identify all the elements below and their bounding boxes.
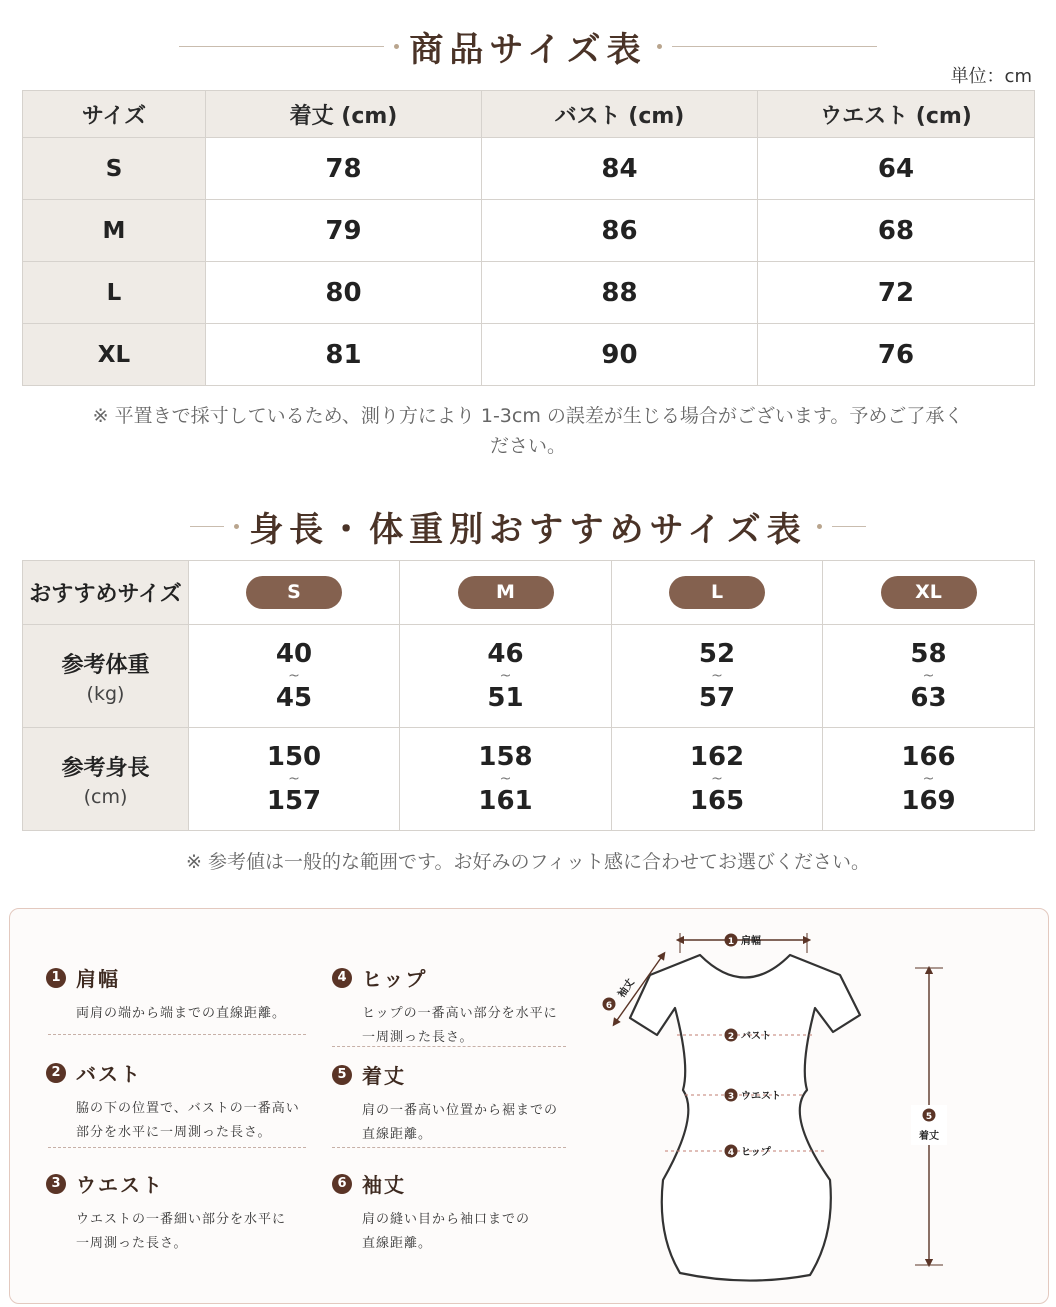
weight-min: 58 [910,639,947,669]
desc-line: 部分を水平に一周測った長さ。 [76,1125,272,1140]
cell-waist: 64 [758,138,1035,200]
length-label: 着丈 [919,1131,939,1142]
recommend-title-bar [0,503,1056,549]
range-tilde: ~ [288,771,300,787]
guide-item-shoulder [46,963,316,1026]
title-rule-right [672,46,877,47]
table-row [23,138,1035,200]
title-dot [657,44,662,49]
height-min: 158 [478,742,533,772]
title-dot [817,524,822,529]
desc-line: 直線距離。 [362,1127,433,1142]
weight-label-cell [23,625,189,728]
desc-line: 直線距離。 [362,1236,433,1251]
size-pill-s: S [246,576,342,609]
header-waist: ウエスト (cm) [758,91,1035,138]
desc-line: 両肩の端から端までの直線距離。 [76,1006,287,1021]
table-row [23,200,1035,262]
badge-6-num: 6 [605,1001,613,1011]
desc-line: ヒップの一番高い部分を水平に [362,1006,558,1021]
guide-item-title: 袖丈 [362,1173,406,1197]
guide-item-desc [362,1099,602,1147]
title-rule-right [832,526,866,527]
cell-length: 79 [206,200,482,262]
range-tilde: ~ [922,771,935,787]
cell-bust: 84 [482,138,758,200]
height-unit: (cm) [83,785,128,808]
height-max: 157 [266,786,322,816]
weight-range-l [612,625,823,728]
row-size: XL [23,324,206,386]
weight-max: 45 [275,683,313,713]
header-length: 着丈 (cm) [206,91,482,138]
height-max: 161 [478,786,533,816]
table-row [23,262,1035,324]
measurement-note [40,401,1016,461]
height-min: 162 [689,742,745,772]
height-range-l [612,728,823,831]
sleeve-label: 袖丈 [616,977,637,1000]
badge-5-num: 5 [925,1112,933,1122]
size-pill-xl: XL [881,576,977,609]
height-range-m [400,728,612,831]
range-tilde: ~ [499,771,512,787]
size-table [22,90,1035,386]
guide-item-bust [46,1058,316,1145]
weight-range-s [189,625,400,728]
reference-note: ※ 参考値は一般的な範囲です。お好みのフィット感に合わせてお選びください。 [186,851,870,873]
number-badge: 1 [46,968,66,988]
cell-bust: 86 [482,200,758,262]
badge-3-num: 3 [727,1092,735,1102]
height-row [23,728,1035,831]
guide-item-desc [76,1208,316,1256]
guide-item-title: バスト [76,1062,142,1086]
guide-item-sleeve [332,1169,602,1256]
row-size: M [23,200,206,262]
hip-label: ヒップ [741,1147,771,1158]
weight-min: 40 [275,639,313,669]
height-range-s [189,728,400,831]
height-min: 150 [266,742,322,772]
number-badge: 2 [46,1063,66,1083]
size-pill-m: M [458,576,554,609]
guide-divider [48,1147,306,1148]
number-badge: 5 [332,1065,352,1085]
cell-waist: 72 [758,262,1035,324]
title-dot [234,524,239,529]
desc-line: 肩の一番高い位置から裾までの [362,1103,559,1118]
measurement-note-line1: ※ 平置きで採寸しているため、測り方により 1-3cm の誤差が生じる場合がございます。予めご了承く [92,405,964,427]
size-chart-title: 商品サイズ表 [409,29,647,70]
cell-bust: 90 [482,324,758,386]
dress-diagram [585,915,1025,1295]
height-min: 166 [901,742,956,772]
weight-max: 63 [910,683,947,713]
recommend-header-row [23,561,1035,625]
range-tilde: ~ [711,668,723,684]
guide-divider [48,1034,306,1035]
size-chart-title-bar [0,24,1056,68]
guide-item-title: 肩幅 [76,967,120,991]
size-table-header [23,91,1035,138]
height-label: 参考身長 [61,755,150,781]
table-row [23,324,1035,386]
number-badge: 6 [332,1174,352,1194]
row-size: S [23,138,206,200]
range-tilde: ~ [499,668,512,684]
guide-item-desc [362,1002,602,1050]
guide-divider [332,1147,566,1148]
badge-2-num: 2 [727,1032,735,1042]
guide-item-title: ウエスト [76,1173,164,1197]
row-size: L [23,262,206,324]
cell-length: 78 [206,138,482,200]
height-label-cell [23,728,189,831]
guide-item-title: ヒップ [362,967,428,991]
number-badge: 4 [332,968,352,988]
badge-1-num: 1 [727,937,735,947]
weight-max: 51 [487,683,524,713]
weight-min: 52 [698,639,736,669]
desc-line: ウエストの一番細い部分を水平に [76,1212,287,1227]
weight-label: 参考体重 [61,652,150,678]
weight-range-xl [823,625,1035,728]
desc-line: 脇の下の位置で、バストの一番高い [76,1101,300,1116]
guide-item-desc [76,1097,316,1145]
badge-4-num: 4 [727,1148,735,1158]
weight-min: 46 [487,639,524,669]
unit-note: 単位：cm [950,66,1032,87]
cell-waist: 68 [758,200,1035,262]
recommend-table [22,560,1035,831]
guide-item-desc [76,1002,316,1026]
guide-item-desc [362,1208,602,1256]
header-bust: バスト (cm) [482,91,758,138]
title-rule-left [190,526,224,527]
shoulder-label: 肩幅 [741,936,761,947]
weight-row [23,625,1035,728]
measurement-note-line2: ださい。 [489,435,566,457]
guide-item-title: 着丈 [362,1064,406,1088]
cell-waist: 76 [758,324,1035,386]
height-max: 169 [901,786,956,816]
height-range-xl [823,728,1035,831]
cell-length: 80 [206,262,482,324]
header-size: サイズ [23,91,206,138]
guide-divider [332,1046,566,1047]
range-tilde: ~ [922,668,935,684]
number-badge: 3 [46,1174,66,1194]
desc-line: 一周測った長さ。 [76,1236,188,1251]
recommend-title: 身長・体重別おすすめサイズ表 [249,509,807,550]
dress-outline [630,955,860,1281]
guide-item-waist [46,1169,316,1256]
desc-line: 肩の縫い目から袖口までの [362,1212,531,1227]
desc-line: 一周測った長さ。 [362,1030,474,1045]
range-tilde: ~ [288,668,300,684]
title-dot [394,44,399,49]
weight-max: 57 [698,683,736,713]
size-pill-l: L [669,576,765,609]
title-rule-left [179,46,384,47]
guide-item-hip [332,963,602,1050]
waist-label: ウエスト [741,1091,781,1102]
cell-length: 81 [206,324,482,386]
guide-item-length [332,1060,602,1147]
bust-label: バスト [741,1031,771,1042]
recommend-size-label: おすすめサイズ [23,561,189,625]
cell-bust: 88 [482,262,758,324]
weight-range-m [400,625,612,728]
weight-unit: (kg) [86,682,125,705]
height-max: 165 [689,786,745,816]
range-tilde: ~ [711,771,723,787]
